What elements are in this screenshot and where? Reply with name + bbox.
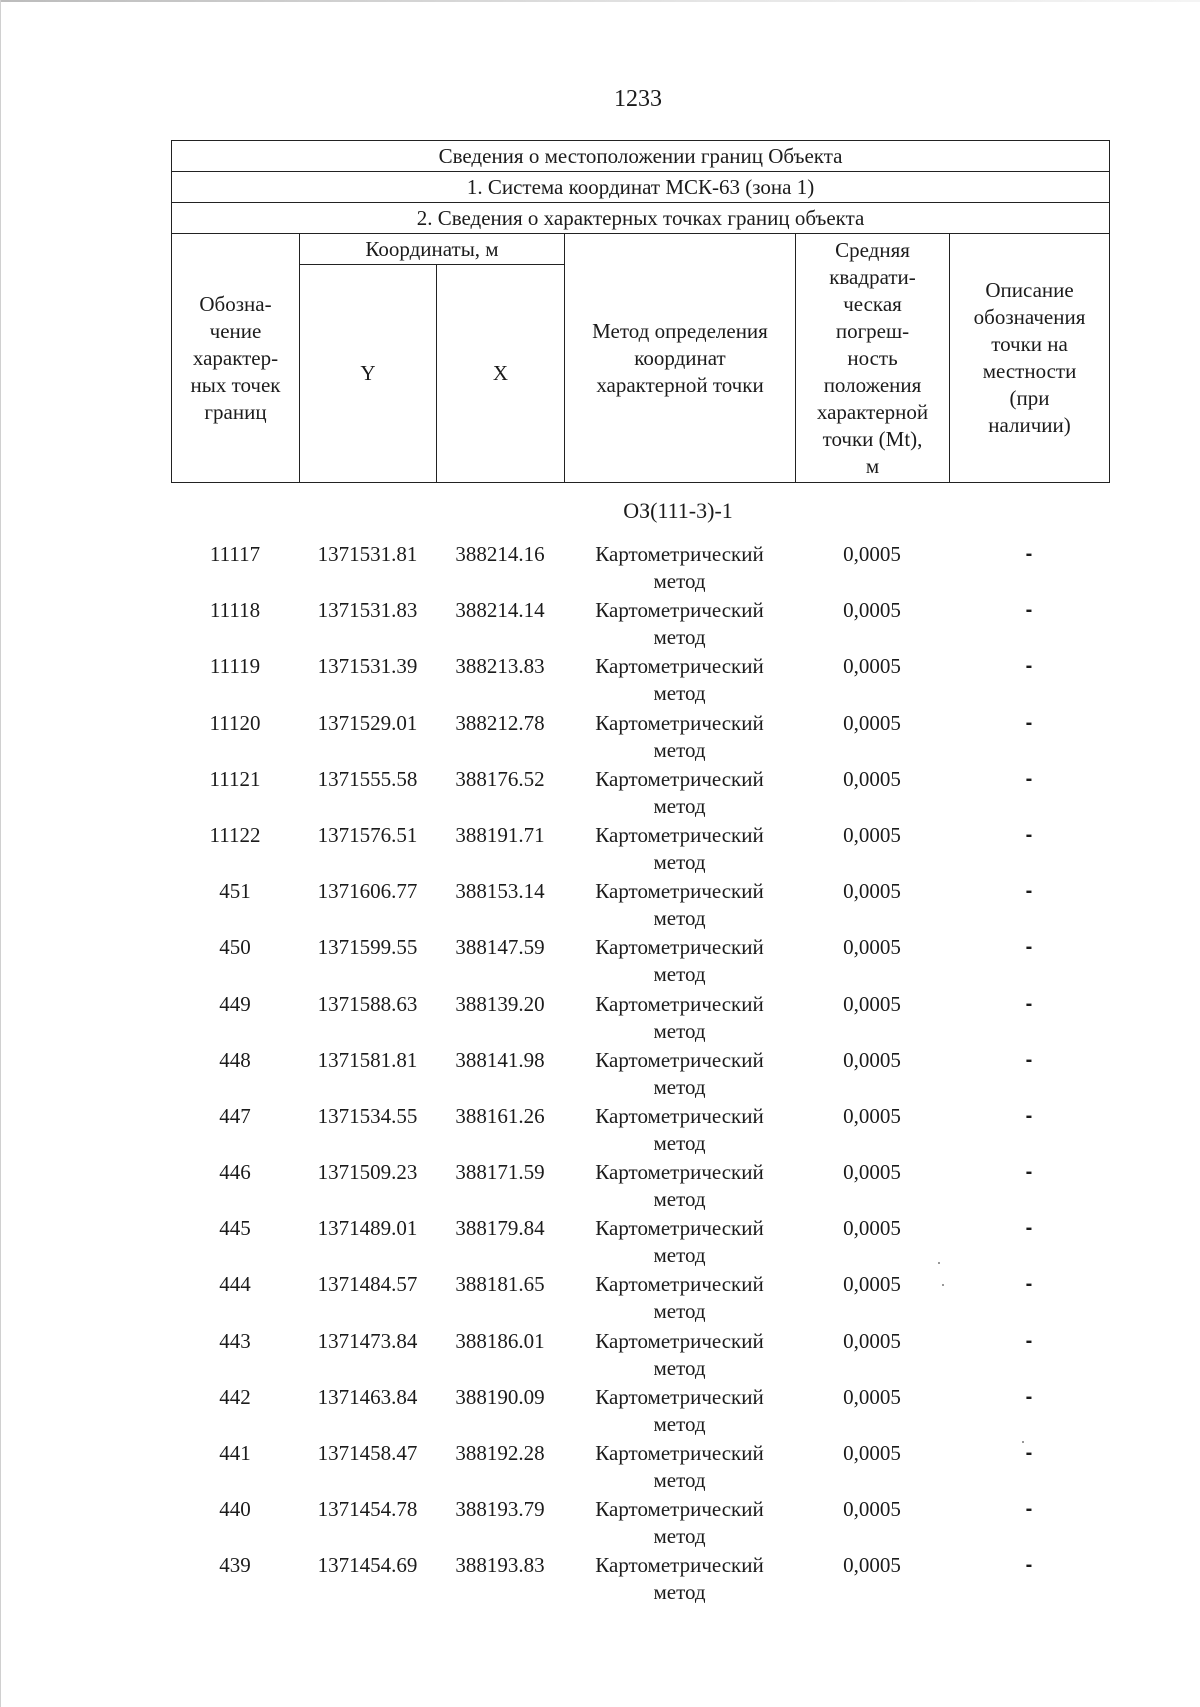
error-cell: 0,0005	[843, 1103, 901, 1128]
error-cell: 0,0005	[843, 1272, 901, 1297]
description-cell: -	[1025, 599, 1033, 622]
column-header-description-text: Описание обозначения точки на местности (при наличии)	[973, 278, 1086, 437]
coordinate-y-cell: 1371489.01	[317, 1216, 418, 1241]
page-number: 1233	[614, 86, 662, 112]
coordinate-y-cell: 1371473.84	[317, 1328, 418, 1353]
coordinates-table	[171, 541, 1109, 1609]
error-cell: 0,0005	[843, 1216, 901, 1241]
error-cell: 0,0005	[843, 1328, 901, 1353]
description-cell: -	[1025, 1217, 1033, 1240]
table-row	[171, 878, 1109, 934]
coordinate-y-cell: 1371531.39	[317, 654, 418, 679]
coordinate-x-cell: 388193.83	[455, 1553, 545, 1578]
coordinate-x-cell: 388161.26	[455, 1103, 545, 1128]
coordinate-x-cell: 388181.65	[455, 1272, 545, 1297]
boundary-info-header-table	[171, 140, 1110, 483]
table-row	[171, 822, 1109, 878]
point-id-cell: 11121	[209, 766, 261, 791]
description-cell: -	[1025, 655, 1033, 678]
point-id-cell: 439	[219, 1553, 251, 1578]
method-cell: Картометрический метод	[595, 1553, 764, 1605]
column-header-coordinates: Координаты, м	[300, 234, 565, 265]
table-row	[171, 541, 1109, 597]
description-cell: -	[1025, 1498, 1033, 1521]
point-id-cell: 446	[219, 1160, 251, 1185]
coordinate-y-cell: 1371534.55	[317, 1103, 418, 1128]
scan-speck	[1022, 1441, 1024, 1443]
description-cell: -	[1025, 1329, 1033, 1352]
coordinate-y-cell: 1371588.63	[317, 991, 418, 1016]
error-cell: 0,0005	[843, 598, 901, 623]
table-row	[171, 1271, 1109, 1327]
coordinate-y-cell: 1371581.81	[317, 1047, 418, 1072]
point-id-cell: 443	[219, 1328, 251, 1353]
table-row	[171, 597, 1109, 653]
coordinate-system-label: 1. Система координат МСК-63 (зона 1)	[172, 172, 1110, 203]
column-header-designation-text: Обозна- чение характер- ных точек границ	[190, 291, 281, 424]
point-id-cell: 440	[219, 1497, 251, 1522]
coordinate-x-cell: 388193.79	[455, 1497, 545, 1522]
description-cell: -	[1025, 880, 1033, 903]
point-id-cell: 11119	[209, 654, 261, 679]
error-cell: 0,0005	[843, 710, 901, 735]
error-cell: 0,0005	[843, 654, 901, 679]
error-cell: 0,0005	[843, 991, 901, 1016]
column-header-description	[950, 234, 1110, 483]
coordinate-x-cell: 388190.09	[455, 1384, 545, 1409]
coordinate-y-cell: 1371531.83	[317, 598, 418, 623]
column-header-method	[565, 234, 796, 483]
table-row	[171, 1103, 1109, 1159]
coordinate-x-cell: 388176.52	[455, 766, 545, 791]
table-row	[171, 653, 1109, 709]
table-row	[171, 1384, 1109, 1440]
method-cell: Картометрический метод	[595, 935, 764, 987]
method-cell: Картометрический метод	[595, 879, 764, 931]
coordinate-y-cell: 1371458.47	[317, 1441, 418, 1465]
coordinate-x-cell: 388171.59	[455, 1160, 545, 1185]
coordinate-x-cell: 388186.01	[455, 1328, 545, 1353]
point-id-cell: 11122	[209, 822, 261, 847]
error-cell: 0,0005	[843, 766, 901, 791]
coordinate-y-cell: 1371555.58	[317, 766, 418, 791]
column-header-y: Y	[300, 265, 437, 483]
method-cell: Картометрический метод	[595, 1328, 764, 1380]
method-cell: Картометрический метод	[595, 1497, 764, 1549]
method-cell: Картометрический метод	[595, 822, 764, 874]
coordinate-y-cell: 1371531.81	[317, 542, 418, 566]
coordinate-y-cell: 1371529.01	[317, 710, 418, 735]
method-cell: Картометрический метод	[595, 1047, 764, 1099]
coordinate-x-cell: 388214.14	[455, 598, 545, 623]
point-id-cell: 448	[219, 1047, 251, 1072]
description-cell: -	[1025, 543, 1033, 565]
method-cell: Картометрический метод	[595, 654, 764, 706]
scan-speck	[942, 1284, 944, 1286]
method-cell: Картометрический метод	[595, 1216, 764, 1268]
table-row	[171, 934, 1109, 990]
error-cell: 0,0005	[843, 1384, 901, 1409]
description-cell: -	[1025, 1161, 1033, 1184]
method-cell: Картометрический метод	[595, 1160, 764, 1212]
point-id-cell: 442	[219, 1384, 251, 1409]
section-title: ОЗ(111-3)-1	[623, 498, 733, 523]
coordinate-y-cell: 1371454.78	[317, 1497, 418, 1522]
table-row	[171, 1440, 1109, 1496]
error-cell: 0,0005	[843, 1160, 901, 1185]
error-cell: 0,0005	[843, 1441, 901, 1465]
description-cell: -	[1025, 711, 1033, 734]
coordinate-x-cell: 388153.14	[455, 879, 545, 904]
method-cell: Картометрический метод	[595, 1272, 764, 1324]
coordinate-x-cell: 388179.84	[455, 1216, 545, 1241]
error-cell: 0,0005	[843, 1497, 901, 1522]
table-row	[171, 710, 1109, 766]
coordinate-x-cell: 388147.59	[455, 935, 545, 960]
table-row	[171, 1496, 1109, 1552]
point-id-cell: 11120	[209, 710, 261, 735]
table-row	[171, 766, 1109, 822]
coordinate-x-cell: 388214.16	[455, 542, 545, 566]
coordinate-y-cell: 1371606.77	[317, 879, 418, 904]
point-id-cell: 449	[219, 991, 251, 1016]
scan-speck	[938, 1262, 940, 1264]
coordinate-x-cell: 388212.78	[455, 710, 545, 735]
description-cell: -	[1025, 1048, 1033, 1071]
error-cell: 0,0005	[843, 935, 901, 960]
column-header-x: X	[437, 265, 565, 483]
error-cell: 0,0005	[843, 1047, 901, 1072]
coordinate-y-cell: 1371509.23	[317, 1160, 418, 1185]
point-id-cell: 11118	[209, 598, 261, 623]
coordinate-x-cell: 388141.98	[455, 1047, 545, 1072]
point-id-cell: 441	[219, 1441, 251, 1465]
point-id-cell: 11117	[209, 542, 261, 566]
scan-edge	[0, 0, 1200, 2]
coordinate-x-cell: 388139.20	[455, 991, 545, 1016]
point-id-cell: 444	[219, 1272, 251, 1297]
table-row	[171, 1215, 1109, 1271]
column-header-method-text: Метод определения координат характерной точки	[592, 318, 768, 397]
method-cell: Картометрический метод	[595, 1103, 764, 1155]
coordinate-x-cell: 388191.71	[455, 822, 545, 847]
table-row	[171, 1328, 1109, 1384]
description-cell: -	[1025, 1554, 1033, 1577]
method-cell: Картометрический метод	[595, 766, 764, 818]
error-cell: 0,0005	[843, 1553, 901, 1578]
coordinate-x-cell: 388213.83	[455, 654, 545, 679]
method-cell: Картометрический метод	[595, 710, 764, 762]
column-header-designation	[172, 234, 300, 483]
column-header-error	[796, 234, 950, 483]
error-cell: 0,0005	[843, 822, 901, 847]
error-cell: 0,0005	[843, 879, 901, 904]
point-id-cell: 450	[219, 935, 251, 960]
coordinate-y-cell: 1371463.84	[317, 1384, 418, 1409]
description-cell: -	[1025, 823, 1033, 846]
table-row	[171, 1159, 1109, 1215]
description-cell: -	[1025, 936, 1033, 959]
table-row	[171, 1047, 1109, 1103]
error-cell: 0,0005	[843, 542, 901, 566]
method-cell: Картометрический метод	[595, 598, 764, 650]
points-info-label: 2. Сведения о характерных точках границ объекта	[172, 203, 1110, 234]
description-cell: -	[1025, 992, 1033, 1015]
method-cell: Картометрический метод	[595, 542, 764, 593]
coordinate-y-cell: 1371454.69	[317, 1553, 418, 1578]
coordinate-y-cell: 1371576.51	[317, 822, 418, 847]
table-row	[171, 991, 1109, 1047]
description-cell: -	[1025, 1442, 1033, 1464]
table-title: Сведения о местоположении границ Объекта	[172, 141, 1110, 172]
point-id-cell: 447	[219, 1103, 251, 1128]
description-cell: -	[1025, 1385, 1033, 1408]
column-header-error-text: Средняя квадрати- ческая погреш- ность положения характерной точки (Mt), м	[816, 237, 929, 478]
coordinate-y-cell: 1371484.57	[317, 1272, 418, 1297]
method-cell: Картометрический метод	[595, 1384, 764, 1436]
description-cell: -	[1025, 1273, 1033, 1296]
description-cell: -	[1025, 1104, 1033, 1127]
scan-edge	[0, 0, 1, 1707]
point-id-cell: 451	[219, 879, 251, 904]
method-cell: Картометрический метод	[595, 991, 764, 1043]
coordinate-x-cell: 388192.28	[455, 1441, 545, 1465]
coordinate-y-cell: 1371599.55	[317, 935, 418, 960]
method-cell: Картометрический метод	[595, 1441, 764, 1492]
table-row	[171, 1552, 1109, 1608]
point-id-cell: 445	[219, 1216, 251, 1241]
description-cell: -	[1025, 767, 1033, 790]
